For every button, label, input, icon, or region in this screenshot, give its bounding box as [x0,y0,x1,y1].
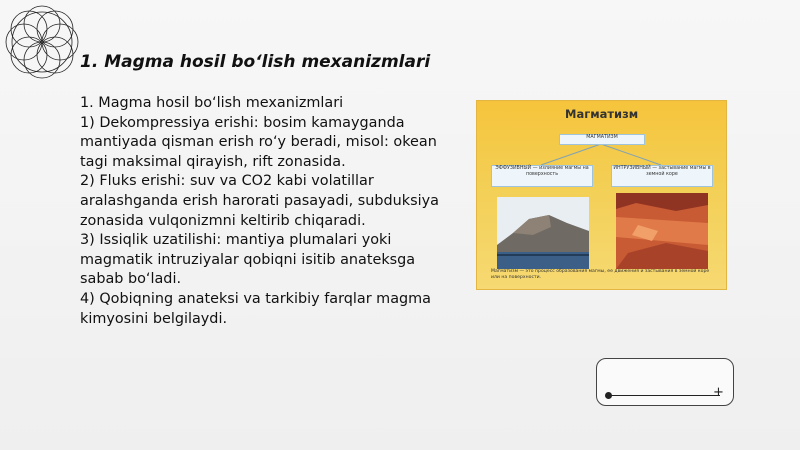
thumbnail-caption: Магматизм — это процесс образования магмы, ее движения и застывания в земной коре или на поверхности. [491,269,710,280]
slide-body [80,94,440,329]
slide-title: 1. Magma hosil bo‘lish mexanizmlari [80,52,431,72]
ornament-logo-icon [4,4,80,80]
thumbnail-right-box: ИНТРУЗИВНЫЙ — застывание магмы в земной коре [611,165,713,187]
slide-progress-widget[interactable] [596,358,734,406]
body-line: 4) Qobiqning anateksi va tarkibiy farqlar magma kimyosini belgilaydi. [80,290,431,327]
body-line: 1. Magma hosil bo‘lish mexanizmlari [80,95,344,111]
volcano-photo [497,197,589,269]
progress-handle[interactable] [605,392,612,399]
thumbnail-title: Магматизм [565,107,639,121]
body-line: 1) Dekompressiya erishi: bosim kamayganda mantiyada qisman erish ro‘y beradi, misol: okean tagi maksimal qirayish, rift zonasida. [80,114,437,170]
lava-photo [616,193,708,269]
body-line: 2) Fluks erishi: suv va CO2 kabi volatillar aralashganda erish harorati pasayadi, subduksiya zonasida vulqonizmni keltirib chiqaradi. [80,173,439,229]
thumbnail-top-box: МАГМАТИЗМ [559,134,645,145]
progress-track [608,395,720,396]
thumbnail-left-box: ЭФФУЗИВНЫЙ — излияние магмы на поверхность [491,165,593,187]
plus-icon[interactable]: + [713,385,724,400]
magmatism-thumbnail [476,100,727,290]
body-line: 3) Issiqlik uzatilishi: mantiya plumalari yoki magmatik intruziyalar qobiqni isitib anateksga sabab bo‘ladi. [80,232,416,288]
